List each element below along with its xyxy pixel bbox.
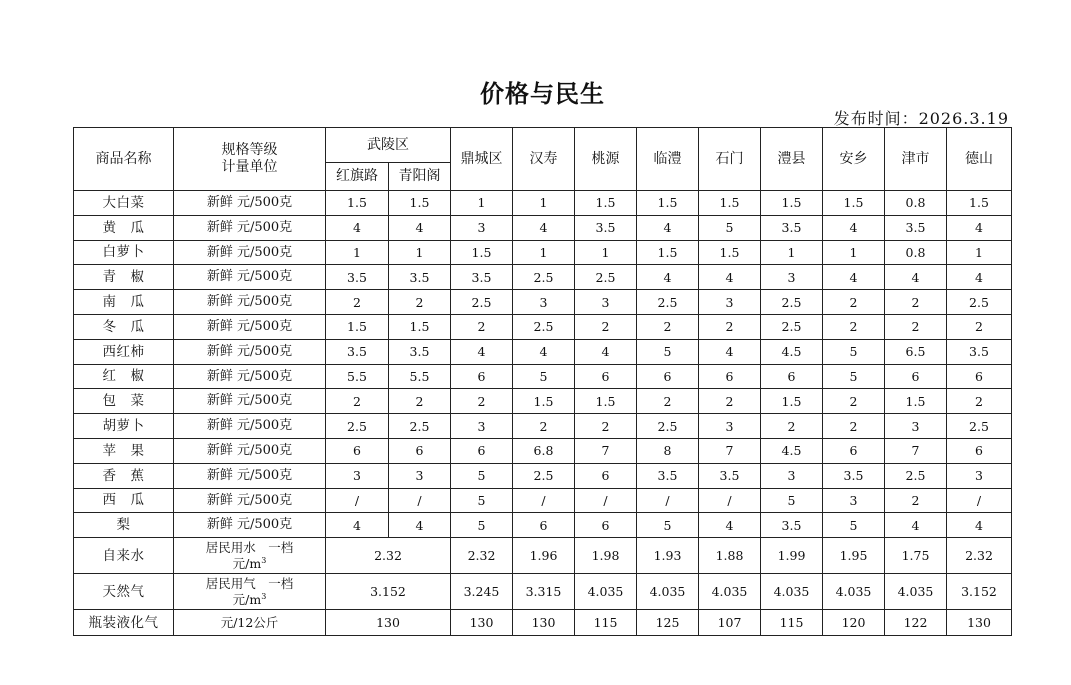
price-cell: 2 xyxy=(637,314,699,339)
utility-spec: 元/12公斤 xyxy=(174,610,326,636)
utility-spec-sup: 3 xyxy=(261,555,267,565)
price-cell: 3.152 xyxy=(947,574,1012,610)
commodity-spec: 新鲜 元/500克 xyxy=(174,364,326,389)
table-row xyxy=(74,240,1012,265)
price-cell: 2 xyxy=(885,314,947,339)
price-cell: 6.8 xyxy=(513,438,575,463)
commodity-name: 白萝卜 xyxy=(74,240,174,265)
price-cell: / xyxy=(326,488,389,513)
header-subcol: 红旗路 xyxy=(326,163,389,191)
price-cell: 4 xyxy=(637,265,699,290)
price-cell: 4 xyxy=(389,513,451,538)
price-cell: 5 xyxy=(761,488,823,513)
price-cell: 2 xyxy=(389,389,451,414)
commodity-spec: 新鲜 元/500克 xyxy=(174,389,326,414)
price-cell: 2.5 xyxy=(451,290,513,315)
price-cell: 4.035 xyxy=(885,574,947,610)
price-cell: 3.5 xyxy=(326,339,389,364)
table-row xyxy=(74,265,1012,290)
price-cell: 5 xyxy=(823,339,885,364)
price-cell: 5 xyxy=(637,339,699,364)
price-cell: 6 xyxy=(947,364,1012,389)
commodity-spec: 新鲜 元/500克 xyxy=(174,290,326,315)
price-cell: 1.5 xyxy=(947,191,1012,216)
price-cell: 3.5 xyxy=(451,265,513,290)
price-cell: / xyxy=(575,488,637,513)
price-cell: 1.5 xyxy=(326,191,389,216)
price-cell: 4.035 xyxy=(761,574,823,610)
price-cell: 3 xyxy=(885,414,947,439)
price-cell: 6 xyxy=(451,364,513,389)
price-cell: 6 xyxy=(389,438,451,463)
header-spec-line1: 规格等级 xyxy=(221,142,278,159)
utility-spec xyxy=(174,574,326,610)
price-cell: 1 xyxy=(575,240,637,265)
price-cell: 3.5 xyxy=(761,513,823,538)
price-cell: 1.5 xyxy=(699,191,761,216)
commodity-name: 包 菜 xyxy=(74,389,174,414)
price-cell: 1.5 xyxy=(389,314,451,339)
commodity-name: 大白菜 xyxy=(74,191,174,216)
price-cell: 2.5 xyxy=(513,463,575,488)
price-cell: 4 xyxy=(389,215,451,240)
price-cell: 1.5 xyxy=(513,389,575,414)
table-row xyxy=(74,513,1012,538)
header-commodity: 商品名称 xyxy=(74,128,174,191)
price-cell: / xyxy=(513,488,575,513)
price-table xyxy=(73,127,1012,636)
price-cell: 4 xyxy=(823,215,885,240)
commodity-name: 苹 果 xyxy=(74,438,174,463)
price-cell: 5 xyxy=(699,215,761,240)
price-cell: 120 xyxy=(823,610,885,636)
price-cell: 1.96 xyxy=(513,538,575,574)
table-row xyxy=(74,215,1012,240)
price-cell: 3 xyxy=(513,290,575,315)
price-cell: 2.5 xyxy=(637,290,699,315)
price-cell: 2.5 xyxy=(513,265,575,290)
utility-spec-line2 xyxy=(174,592,325,608)
price-cell: 1 xyxy=(389,240,451,265)
price-cell: 130 xyxy=(513,610,575,636)
price-cell: 5 xyxy=(451,488,513,513)
price-cell: 4 xyxy=(326,215,389,240)
price-cell: 2 xyxy=(823,314,885,339)
price-cell: 8 xyxy=(637,438,699,463)
price-cell: 6 xyxy=(575,364,637,389)
price-cell: 1.5 xyxy=(326,314,389,339)
commodity-spec: 新鲜 元/500克 xyxy=(174,314,326,339)
commodity-spec: 新鲜 元/500克 xyxy=(174,339,326,364)
price-cell: 2 xyxy=(326,290,389,315)
commodity-name: 冬 瓜 xyxy=(74,314,174,339)
price-cell: 2 xyxy=(699,314,761,339)
utility-name: 天然气 xyxy=(74,574,174,610)
price-cell: 2 xyxy=(761,414,823,439)
utility-row xyxy=(74,538,1012,574)
price-cell: 1.5 xyxy=(885,389,947,414)
price-cell: 3.245 xyxy=(451,574,513,610)
utility-district-price: 130 xyxy=(326,610,451,636)
price-cell: 2.5 xyxy=(637,414,699,439)
price-cell: 130 xyxy=(947,610,1012,636)
utility-spec xyxy=(174,538,326,574)
price-cell: 2 xyxy=(823,290,885,315)
price-cell: 7 xyxy=(575,438,637,463)
price-cell: 2.5 xyxy=(761,290,823,315)
price-cell: 2.5 xyxy=(575,265,637,290)
price-cell: 5 xyxy=(823,513,885,538)
price-cell: 3.5 xyxy=(947,339,1012,364)
price-cell: 1.99 xyxy=(761,538,823,574)
price-cell: 2 xyxy=(823,389,885,414)
price-cell: 4 xyxy=(947,215,1012,240)
utility-name: 自来水 xyxy=(74,538,174,574)
commodity-name: 香 蕉 xyxy=(74,463,174,488)
price-cell: 2.5 xyxy=(389,414,451,439)
commodity-spec: 新鲜 元/500克 xyxy=(174,414,326,439)
price-cell: 2 xyxy=(885,290,947,315)
price-cell: 1.95 xyxy=(823,538,885,574)
price-cell: 1.5 xyxy=(823,191,885,216)
table-row xyxy=(74,389,1012,414)
price-cell: 3 xyxy=(451,215,513,240)
price-cell: 4.5 xyxy=(761,339,823,364)
price-cell: 2.32 xyxy=(451,538,513,574)
price-cell: 4 xyxy=(513,215,575,240)
price-cell: 3 xyxy=(389,463,451,488)
price-cell: 2 xyxy=(326,389,389,414)
price-cell: 6 xyxy=(637,364,699,389)
price-cell: 4.5 xyxy=(761,438,823,463)
price-cell: / xyxy=(389,488,451,513)
price-cell: 2.5 xyxy=(513,314,575,339)
price-cell: 1.5 xyxy=(575,191,637,216)
header-spec xyxy=(174,128,326,191)
price-cell: 3.5 xyxy=(637,463,699,488)
price-cell: 5 xyxy=(823,364,885,389)
price-cell: 3.5 xyxy=(885,215,947,240)
price-cell: 2.32 xyxy=(947,538,1012,574)
price-cell: 3 xyxy=(451,414,513,439)
commodity-name: 西红柿 xyxy=(74,339,174,364)
price-cell: 7 xyxy=(699,438,761,463)
price-cell: 5 xyxy=(451,513,513,538)
utility-row xyxy=(74,574,1012,610)
utility-spec-unit: 元/m xyxy=(232,591,262,607)
commodity-spec: 新鲜 元/500克 xyxy=(174,240,326,265)
price-cell: 5 xyxy=(637,513,699,538)
price-cell: 6 xyxy=(513,513,575,538)
price-cell: 1.88 xyxy=(699,538,761,574)
price-cell: 2.5 xyxy=(761,314,823,339)
price-cell: 3.5 xyxy=(326,265,389,290)
price-cell: 3.5 xyxy=(699,463,761,488)
price-cell: 1 xyxy=(513,191,575,216)
price-cell: 1 xyxy=(513,240,575,265)
commodity-spec: 新鲜 元/500克 xyxy=(174,191,326,216)
commodity-name: 南 瓜 xyxy=(74,290,174,315)
price-cell: 5 xyxy=(513,364,575,389)
price-cell: 4 xyxy=(575,339,637,364)
header-region: 桃源 xyxy=(575,128,637,191)
header-region: 石门 xyxy=(699,128,761,191)
price-cell: 2 xyxy=(823,414,885,439)
commodity-name: 黄 瓜 xyxy=(74,215,174,240)
price-cell: 4 xyxy=(637,215,699,240)
price-cell: 6 xyxy=(326,438,389,463)
price-cell: 130 xyxy=(451,610,513,636)
price-cell: 3 xyxy=(823,488,885,513)
header-region: 安乡 xyxy=(823,128,885,191)
price-cell: 6 xyxy=(575,463,637,488)
price-cell: 1 xyxy=(326,240,389,265)
price-cell: 115 xyxy=(575,610,637,636)
price-cell: 1 xyxy=(947,240,1012,265)
table-row xyxy=(74,290,1012,315)
price-cell: 122 xyxy=(885,610,947,636)
price-cell: 2 xyxy=(513,414,575,439)
price-cell: 1.75 xyxy=(885,538,947,574)
price-cell: 2 xyxy=(699,389,761,414)
utility-district-price: 2.32 xyxy=(326,538,451,574)
price-cell: 4.035 xyxy=(699,574,761,610)
price-cell: 6 xyxy=(575,513,637,538)
price-cell: 4 xyxy=(326,513,389,538)
commodity-spec: 新鲜 元/500克 xyxy=(174,488,326,513)
price-cell: 1 xyxy=(823,240,885,265)
table-row xyxy=(74,191,1012,216)
price-cell: 5 xyxy=(451,463,513,488)
price-cell: 1 xyxy=(761,240,823,265)
price-cell: 2.5 xyxy=(947,414,1012,439)
price-cell: 1.5 xyxy=(761,389,823,414)
price-cell: 3 xyxy=(699,290,761,315)
header-region: 汉寿 xyxy=(513,128,575,191)
price-cell: 3 xyxy=(761,265,823,290)
price-cell: 2.5 xyxy=(947,290,1012,315)
price-cell: 1.98 xyxy=(575,538,637,574)
table-row xyxy=(74,463,1012,488)
price-cell: 6 xyxy=(451,438,513,463)
price-cell: 0.8 xyxy=(885,240,947,265)
price-cell: 2 xyxy=(637,389,699,414)
commodity-name: 西 瓜 xyxy=(74,488,174,513)
price-cell: 1.5 xyxy=(575,389,637,414)
price-cell: / xyxy=(637,488,699,513)
price-cell: 2 xyxy=(947,389,1012,414)
price-cell: 107 xyxy=(699,610,761,636)
page-title: 价格与民生 xyxy=(480,80,605,108)
price-cell: 3 xyxy=(947,463,1012,488)
price-cell: 115 xyxy=(761,610,823,636)
header-region: 津市 xyxy=(885,128,947,191)
price-cell: 1.5 xyxy=(451,240,513,265)
table-row xyxy=(74,364,1012,389)
price-cell: 3.5 xyxy=(575,215,637,240)
price-cell: 4 xyxy=(699,513,761,538)
price-cell: 3 xyxy=(761,463,823,488)
header-region: 德山 xyxy=(947,128,1012,191)
table-row xyxy=(74,414,1012,439)
price-cell: 1.5 xyxy=(761,191,823,216)
price-cell: 6 xyxy=(823,438,885,463)
utility-spec-sup: 3 xyxy=(261,591,267,601)
table-row xyxy=(74,438,1012,463)
price-cell: 3 xyxy=(326,463,389,488)
price-cell: 1.5 xyxy=(699,240,761,265)
price-cell: 4.035 xyxy=(637,574,699,610)
price-cell: 4.035 xyxy=(823,574,885,610)
header-region: 临澧 xyxy=(637,128,699,191)
price-cell: 1.93 xyxy=(637,538,699,574)
table-row xyxy=(74,339,1012,364)
price-cell: 2.5 xyxy=(885,463,947,488)
commodity-name: 青 椒 xyxy=(74,265,174,290)
price-cell: 4 xyxy=(823,265,885,290)
commodity-spec: 新鲜 元/500克 xyxy=(174,438,326,463)
price-cell: 125 xyxy=(637,610,699,636)
utility-spec-unit: 元/m xyxy=(232,555,262,571)
price-cell: 1 xyxy=(451,191,513,216)
header-spec-line2: 计量单位 xyxy=(221,159,278,175)
price-cell: 0.8 xyxy=(885,191,947,216)
price-cell: 3.5 xyxy=(389,265,451,290)
price-cell: 4 xyxy=(947,265,1012,290)
commodity-spec: 新鲜 元/500克 xyxy=(174,265,326,290)
header-row xyxy=(74,128,1012,163)
price-cell: 4 xyxy=(513,339,575,364)
commodity-name: 梨 xyxy=(74,513,174,538)
price-cell: 4 xyxy=(885,513,947,538)
price-cell: 3.5 xyxy=(389,339,451,364)
price-cell: 2 xyxy=(575,314,637,339)
price-cell: 6 xyxy=(885,364,947,389)
price-cell: 3 xyxy=(699,414,761,439)
price-cell: 4 xyxy=(699,265,761,290)
price-cell: 2 xyxy=(451,389,513,414)
price-cell: 4 xyxy=(947,513,1012,538)
price-cell: 6 xyxy=(761,364,823,389)
price-cell: 2 xyxy=(451,314,513,339)
price-cell: / xyxy=(947,488,1012,513)
utility-spec-line2 xyxy=(174,556,325,572)
commodity-spec: 新鲜 元/500克 xyxy=(174,215,326,240)
price-cell: 2 xyxy=(389,290,451,315)
price-cell: 2.5 xyxy=(326,414,389,439)
price-cell: 5.5 xyxy=(389,364,451,389)
commodity-name: 红 椒 xyxy=(74,364,174,389)
price-cell: 2 xyxy=(575,414,637,439)
utility-district-price: 3.152 xyxy=(326,574,451,610)
publish-date: 发布时间：2026.3.19 xyxy=(833,109,1009,128)
price-cell: 1.5 xyxy=(637,191,699,216)
price-cell: 6.5 xyxy=(885,339,947,364)
commodity-spec: 新鲜 元/500克 xyxy=(174,463,326,488)
price-cell: 6 xyxy=(947,438,1012,463)
price-cell: 1.5 xyxy=(389,191,451,216)
price-cell: 3 xyxy=(575,290,637,315)
price-cell: / xyxy=(699,488,761,513)
price-cell: 6 xyxy=(699,364,761,389)
price-cell: 3.5 xyxy=(761,215,823,240)
price-cell: 7 xyxy=(885,438,947,463)
header-region: 鼎城区 xyxy=(451,128,513,191)
utility-spec-line1: 居民用水 一档 xyxy=(205,540,294,556)
price-cell: 4 xyxy=(885,265,947,290)
header-region: 澧县 xyxy=(761,128,823,191)
header-subcol: 青阳阁 xyxy=(389,163,451,191)
price-cell: 5.5 xyxy=(326,364,389,389)
header-district: 武陵区 xyxy=(326,128,451,163)
price-cell: 4 xyxy=(451,339,513,364)
price-cell: 1.5 xyxy=(637,240,699,265)
price-cell: 2 xyxy=(885,488,947,513)
commodity-name: 胡萝卜 xyxy=(74,414,174,439)
table-row xyxy=(74,314,1012,339)
utility-row xyxy=(74,610,1012,636)
price-cell: 4 xyxy=(699,339,761,364)
price-cell: 4.035 xyxy=(575,574,637,610)
table-row xyxy=(74,488,1012,513)
utility-name: 瓶装液化气 xyxy=(74,610,174,636)
utility-spec-line1: 居民用气 一档 xyxy=(205,576,294,592)
commodity-spec: 新鲜 元/500克 xyxy=(174,513,326,538)
price-cell: 3.315 xyxy=(513,574,575,610)
price-cell: 2 xyxy=(947,314,1012,339)
price-cell: 3.5 xyxy=(823,463,885,488)
